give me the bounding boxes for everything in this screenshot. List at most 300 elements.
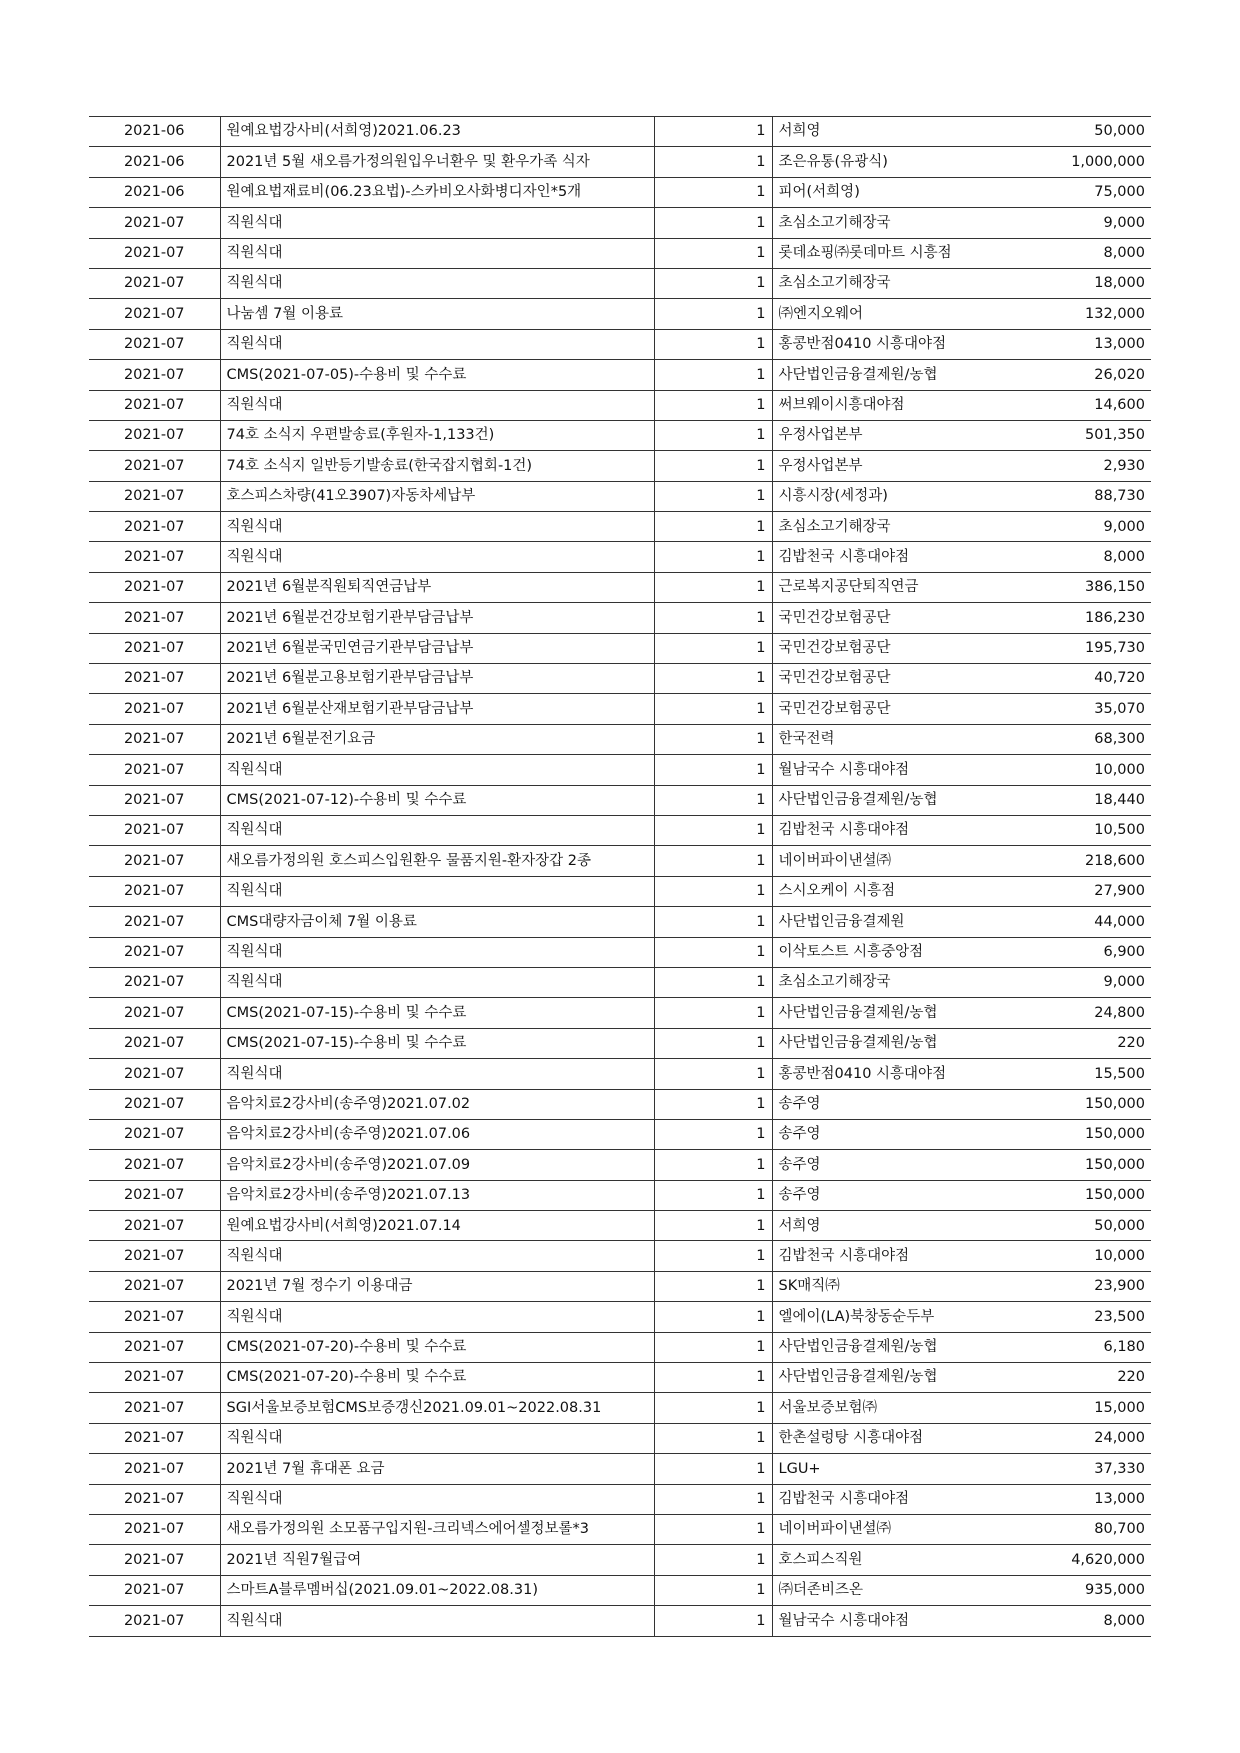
- table-row: [89, 1119, 1151, 1149]
- table-row: [89, 1332, 1151, 1362]
- amount-cell: 24,800: [983, 998, 1151, 1028]
- table-row: [89, 1423, 1151, 1453]
- date-cell: 2021-07: [89, 268, 220, 298]
- amount-cell: 195,730: [983, 633, 1151, 663]
- vendor-cell: 사단법인금융결제원/농협: [772, 998, 983, 1028]
- amount-cell: 8,000: [983, 1606, 1151, 1636]
- date-cell: 2021-07: [89, 1180, 220, 1210]
- amount-cell: 150,000: [983, 1150, 1151, 1180]
- table-row: [89, 1363, 1151, 1393]
- description-cell: 스마트A블루멤버십(2021.09.01~2022.08.31): [220, 1575, 654, 1605]
- amount-cell: 218,600: [983, 846, 1151, 876]
- vendor-cell: 근로복지공단퇴직연금: [772, 572, 983, 602]
- date-cell: 2021-06: [89, 177, 220, 207]
- amount-cell: 27,900: [983, 876, 1151, 906]
- description-cell: 2021년 6월분직원퇴직연금납부: [220, 572, 654, 602]
- date-cell: 2021-07: [89, 1606, 220, 1636]
- vendor-cell: 한국전력: [772, 724, 983, 754]
- amount-cell: 9,000: [983, 512, 1151, 542]
- amount-cell: 10,000: [983, 755, 1151, 785]
- amount-cell: 23,900: [983, 1271, 1151, 1301]
- vendor-cell: 초심소고기해장국: [772, 208, 983, 238]
- description-cell: 74호 소식지 일반등기발송료(한국잡지협회-1건): [220, 451, 654, 481]
- table-row: [89, 1575, 1151, 1605]
- vendor-cell: 송주영: [772, 1150, 983, 1180]
- amount-cell: 13,000: [983, 1484, 1151, 1514]
- date-cell: 2021-07: [89, 299, 220, 329]
- amount-cell: 80,700: [983, 1514, 1151, 1544]
- quantity-cell: 1: [654, 1545, 772, 1575]
- description-cell: CMS(2021-07-15)-수용비 및 수수료: [220, 1028, 654, 1058]
- date-cell: 2021-07: [89, 542, 220, 572]
- amount-cell: 18,000: [983, 268, 1151, 298]
- date-cell: 2021-07: [89, 208, 220, 238]
- quantity-cell: 1: [654, 1514, 772, 1544]
- amount-cell: 68,300: [983, 724, 1151, 754]
- table-row: [89, 1484, 1151, 1514]
- amount-cell: 50,000: [983, 1211, 1151, 1241]
- quantity-cell: 1: [654, 1454, 772, 1484]
- date-cell: 2021-07: [89, 967, 220, 997]
- table-row: [89, 785, 1151, 815]
- vendor-cell: 국민건강보험공단: [772, 664, 983, 694]
- vendor-cell: 서울보증보험㈜: [772, 1393, 983, 1423]
- quantity-cell: 1: [654, 481, 772, 511]
- quantity-cell: 1: [654, 755, 772, 785]
- date-cell: 2021-07: [89, 329, 220, 359]
- vendor-cell: 사단법인금융결제원/농협: [772, 785, 983, 815]
- description-cell: 2021년 7월 정수기 이용대금: [220, 1271, 654, 1301]
- vendor-cell: 홍콩반점0410 시흥대야점: [772, 1059, 983, 1089]
- description-cell: 직원식대: [220, 1241, 654, 1271]
- date-cell: 2021-07: [89, 876, 220, 906]
- date-cell: 2021-07: [89, 1059, 220, 1089]
- date-cell: 2021-07: [89, 724, 220, 754]
- amount-cell: 8,000: [983, 238, 1151, 268]
- description-cell: 직원식대: [220, 967, 654, 997]
- date-cell: 2021-07: [89, 1119, 220, 1149]
- table-row: [89, 1089, 1151, 1119]
- date-cell: 2021-07: [89, 451, 220, 481]
- vendor-cell: 송주영: [772, 1089, 983, 1119]
- date-cell: 2021-07: [89, 633, 220, 663]
- quantity-cell: 1: [654, 785, 772, 815]
- quantity-cell: 1: [654, 208, 772, 238]
- date-cell: 2021-07: [89, 1363, 220, 1393]
- amount-cell: 10,500: [983, 815, 1151, 845]
- description-cell: CMS(2021-07-20)-수용비 및 수수료: [220, 1363, 654, 1393]
- amount-cell: 14,600: [983, 390, 1151, 420]
- vendor-cell: 초심소고기해장국: [772, 512, 983, 542]
- table-row: [89, 815, 1151, 845]
- ledger-body: [89, 117, 1151, 1637]
- table-row: [89, 238, 1151, 268]
- table-row: [89, 1180, 1151, 1210]
- description-cell: 직원식대: [220, 329, 654, 359]
- date-cell: 2021-07: [89, 1575, 220, 1605]
- table-row: [89, 1271, 1151, 1301]
- amount-cell: 8,000: [983, 542, 1151, 572]
- vendor-cell: 사단법인금융결제원: [772, 907, 983, 937]
- quantity-cell: 1: [654, 1575, 772, 1605]
- table-row: [89, 1059, 1151, 1089]
- description-cell: 2021년 5월 새오름가정의원입우너환우 및 환우가족 식자: [220, 147, 654, 177]
- amount-cell: 150,000: [983, 1119, 1151, 1149]
- vendor-cell: 김밥천국 시흥대야점: [772, 1484, 983, 1514]
- quantity-cell: 1: [654, 299, 772, 329]
- description-cell: 2021년 6월분건강보험기관부담금납부: [220, 603, 654, 633]
- quantity-cell: 1: [654, 1484, 772, 1514]
- description-cell: 직원식대: [220, 937, 654, 967]
- table-row: [89, 724, 1151, 754]
- date-cell: 2021-07: [89, 603, 220, 633]
- table-row: [89, 542, 1151, 572]
- amount-cell: 26,020: [983, 360, 1151, 390]
- description-cell: 직원식대: [220, 208, 654, 238]
- description-cell: 직원식대: [220, 1606, 654, 1636]
- amount-cell: 50,000: [983, 117, 1151, 147]
- amount-cell: 75,000: [983, 177, 1151, 207]
- amount-cell: 132,000: [983, 299, 1151, 329]
- description-cell: CMS대량자금이체 7월 이용료: [220, 907, 654, 937]
- description-cell: 직원식대: [220, 876, 654, 906]
- amount-cell: 15,000: [983, 1393, 1151, 1423]
- description-cell: 직원식대: [220, 815, 654, 845]
- table-row: [89, 1606, 1151, 1636]
- amount-cell: 24,000: [983, 1423, 1151, 1453]
- amount-cell: 186,230: [983, 603, 1151, 633]
- date-cell: 2021-07: [89, 785, 220, 815]
- vendor-cell: 초심소고기해장국: [772, 967, 983, 997]
- amount-cell: 23,500: [983, 1302, 1151, 1332]
- date-cell: 2021-07: [89, 1514, 220, 1544]
- description-cell: CMS(2021-07-05)-수용비 및 수수료: [220, 360, 654, 390]
- quantity-cell: 1: [654, 512, 772, 542]
- quantity-cell: 1: [654, 603, 772, 633]
- description-cell: 호스피스차량(41오3907)자동차세납부: [220, 481, 654, 511]
- quantity-cell: 1: [654, 998, 772, 1028]
- description-cell: 직원식대: [220, 390, 654, 420]
- quantity-cell: 1: [654, 1119, 772, 1149]
- vendor-cell: 스시오케이 시흥점: [772, 876, 983, 906]
- quantity-cell: 1: [654, 1089, 772, 1119]
- vendor-cell: 초심소고기해장국: [772, 268, 983, 298]
- description-cell: 나눔셈 7월 이용료: [220, 299, 654, 329]
- description-cell: 새오름가정의원 호스피스입원환우 물품지원-환자장갑 2종: [220, 846, 654, 876]
- vendor-cell: 피어(서희영): [772, 177, 983, 207]
- vendor-cell: ㈜더존비즈온: [772, 1575, 983, 1605]
- table-row: [89, 512, 1151, 542]
- description-cell: 직원식대: [220, 1302, 654, 1332]
- date-cell: 2021-07: [89, 1028, 220, 1058]
- description-cell: 직원식대: [220, 512, 654, 542]
- date-cell: 2021-07: [89, 846, 220, 876]
- amount-cell: 9,000: [983, 208, 1151, 238]
- vendor-cell: ㈜엔지오웨어: [772, 299, 983, 329]
- date-cell: 2021-07: [89, 1332, 220, 1362]
- table-row: [89, 967, 1151, 997]
- quantity-cell: 1: [654, 876, 772, 906]
- amount-cell: 18,440: [983, 785, 1151, 815]
- vendor-cell: LGU+: [772, 1454, 983, 1484]
- date-cell: 2021-07: [89, 1271, 220, 1301]
- date-cell: 2021-07: [89, 937, 220, 967]
- quantity-cell: 1: [654, 268, 772, 298]
- table-row: [89, 1211, 1151, 1241]
- amount-cell: 10,000: [983, 1241, 1151, 1271]
- description-cell: 음악치료2강사비(송주영)2021.07.09: [220, 1150, 654, 1180]
- amount-cell: 935,000: [983, 1575, 1151, 1605]
- quantity-cell: 1: [654, 937, 772, 967]
- quantity-cell: 1: [654, 1606, 772, 1636]
- table-row: [89, 1241, 1151, 1271]
- quantity-cell: 1: [654, 1302, 772, 1332]
- quantity-cell: 1: [654, 1393, 772, 1423]
- amount-cell: 13,000: [983, 329, 1151, 359]
- table-row: [89, 177, 1151, 207]
- date-cell: 2021-06: [89, 117, 220, 147]
- vendor-cell: SK매직㈜: [772, 1271, 983, 1301]
- quantity-cell: 1: [654, 177, 772, 207]
- table-row: [89, 876, 1151, 906]
- quantity-cell: 1: [654, 1211, 772, 1241]
- amount-cell: 220: [983, 1028, 1151, 1058]
- description-cell: 원예요법재료비(06.23요법)-스카비오사화병디자인*5개: [220, 177, 654, 207]
- amount-cell: 6,180: [983, 1332, 1151, 1362]
- table-row: [89, 1028, 1151, 1058]
- date-cell: 2021-07: [89, 664, 220, 694]
- description-cell: 직원식대: [220, 755, 654, 785]
- table-row: [89, 390, 1151, 420]
- vendor-cell: 사단법인금융결제원/농협: [772, 1028, 983, 1058]
- quantity-cell: 1: [654, 451, 772, 481]
- table-row: [89, 1545, 1151, 1575]
- quantity-cell: 1: [654, 1180, 772, 1210]
- description-cell: 원예요법강사비(서희영)2021.06.23: [220, 117, 654, 147]
- description-cell: 음악치료2강사비(송주영)2021.07.02: [220, 1089, 654, 1119]
- table-row: [89, 1393, 1151, 1423]
- amount-cell: 35,070: [983, 694, 1151, 724]
- amount-cell: 44,000: [983, 907, 1151, 937]
- date-cell: 2021-06: [89, 147, 220, 177]
- vendor-cell: 엘에이(LA)북창동순두부: [772, 1302, 983, 1332]
- quantity-cell: 1: [654, 572, 772, 602]
- date-cell: 2021-07: [89, 815, 220, 845]
- description-cell: 직원식대: [220, 1423, 654, 1453]
- date-cell: 2021-07: [89, 420, 220, 450]
- vendor-cell: 시흥시장(세정과): [772, 481, 983, 511]
- description-cell: 새오름가정의원 소모품구입지원-크리넥스에어셀정보롤*3: [220, 1514, 654, 1544]
- date-cell: 2021-07: [89, 755, 220, 785]
- date-cell: 2021-07: [89, 694, 220, 724]
- table-row: [89, 481, 1151, 511]
- quantity-cell: 1: [654, 1423, 772, 1453]
- description-cell: 음악치료2강사비(송주영)2021.07.13: [220, 1180, 654, 1210]
- date-cell: 2021-07: [89, 1545, 220, 1575]
- vendor-cell: 호스피스직원: [772, 1545, 983, 1575]
- date-cell: 2021-07: [89, 1211, 220, 1241]
- table-row: [89, 1302, 1151, 1332]
- quantity-cell: 1: [654, 1332, 772, 1362]
- quantity-cell: 1: [654, 1363, 772, 1393]
- vendor-cell: 사단법인금융결제원/농협: [772, 1363, 983, 1393]
- amount-cell: 150,000: [983, 1180, 1151, 1210]
- description-cell: CMS(2021-07-12)-수용비 및 수수료: [220, 785, 654, 815]
- table-row: [89, 846, 1151, 876]
- amount-cell: 1,000,000: [983, 147, 1151, 177]
- table-row: [89, 664, 1151, 694]
- description-cell: CMS(2021-07-15)-수용비 및 수수료: [220, 998, 654, 1028]
- date-cell: 2021-07: [89, 1423, 220, 1453]
- vendor-cell: 롯데쇼핑㈜롯데마트 시흥점: [772, 238, 983, 268]
- vendor-cell: 한촌설렁탕 시흥대야점: [772, 1423, 983, 1453]
- date-cell: 2021-07: [89, 512, 220, 542]
- quantity-cell: 1: [654, 329, 772, 359]
- vendor-cell: 월남국수 시흥대야점: [772, 755, 983, 785]
- table-row: [89, 694, 1151, 724]
- vendor-cell: 김밥천국 시흥대야점: [772, 815, 983, 845]
- vendor-cell: 써브웨이시흥대야점: [772, 390, 983, 420]
- table-row: [89, 147, 1151, 177]
- date-cell: 2021-07: [89, 1089, 220, 1119]
- table-row: [89, 451, 1151, 481]
- amount-cell: 6,900: [983, 937, 1151, 967]
- date-cell: 2021-07: [89, 360, 220, 390]
- description-cell: 직원식대: [220, 1484, 654, 1514]
- vendor-cell: 우정사업본부: [772, 451, 983, 481]
- description-cell: 2021년 6월분산재보험기관부담금납부: [220, 694, 654, 724]
- amount-cell: 150,000: [983, 1089, 1151, 1119]
- quantity-cell: 1: [654, 967, 772, 997]
- quantity-cell: 1: [654, 238, 772, 268]
- table-row: [89, 117, 1151, 147]
- amount-cell: 386,150: [983, 572, 1151, 602]
- vendor-cell: 월남국수 시흥대야점: [772, 1606, 983, 1636]
- date-cell: 2021-07: [89, 1454, 220, 1484]
- table-row: [89, 360, 1151, 390]
- expense-ledger-table: [89, 116, 1151, 1637]
- description-cell: SGI서울보증보험CMS보증갱신2021.09.01~2022.08.31: [220, 1393, 654, 1423]
- description-cell: 2021년 6월분고용보험기관부담금납부: [220, 664, 654, 694]
- table-row: [89, 208, 1151, 238]
- table-row: [89, 299, 1151, 329]
- vendor-cell: 서희영: [772, 117, 983, 147]
- amount-cell: 501,350: [983, 420, 1151, 450]
- quantity-cell: 1: [654, 390, 772, 420]
- vendor-cell: 이삭토스트 시흥중앙점: [772, 937, 983, 967]
- quantity-cell: 1: [654, 420, 772, 450]
- vendor-cell: 김밥천국 시흥대야점: [772, 542, 983, 572]
- amount-cell: 220: [983, 1363, 1151, 1393]
- description-cell: 2021년 6월분전기요금: [220, 724, 654, 754]
- table-row: [89, 998, 1151, 1028]
- table-row: [89, 420, 1151, 450]
- amount-cell: 88,730: [983, 481, 1151, 511]
- quantity-cell: 1: [654, 542, 772, 572]
- vendor-cell: 송주영: [772, 1180, 983, 1210]
- vendor-cell: 국민건강보험공단: [772, 694, 983, 724]
- date-cell: 2021-07: [89, 1150, 220, 1180]
- amount-cell: 2,930: [983, 451, 1151, 481]
- quantity-cell: 1: [654, 1150, 772, 1180]
- description-cell: CMS(2021-07-20)-수용비 및 수수료: [220, 1332, 654, 1362]
- vendor-cell: 홍콩반점0410 시흥대야점: [772, 329, 983, 359]
- description-cell: 직원식대: [220, 268, 654, 298]
- date-cell: 2021-07: [89, 1241, 220, 1271]
- date-cell: 2021-07: [89, 1302, 220, 1332]
- vendor-cell: 서희영: [772, 1211, 983, 1241]
- table-row: [89, 755, 1151, 785]
- date-cell: 2021-07: [89, 238, 220, 268]
- table-row: [89, 603, 1151, 633]
- quantity-cell: 1: [654, 694, 772, 724]
- description-cell: 2021년 직원7월급여: [220, 1545, 654, 1575]
- quantity-cell: 1: [654, 815, 772, 845]
- table-row: [89, 1514, 1151, 1544]
- amount-cell: 4,620,000: [983, 1545, 1151, 1575]
- quantity-cell: 1: [654, 846, 772, 876]
- date-cell: 2021-07: [89, 1484, 220, 1514]
- quantity-cell: 1: [654, 633, 772, 663]
- table-row: [89, 329, 1151, 359]
- date-cell: 2021-07: [89, 390, 220, 420]
- description-cell: 음악치료2강사비(송주영)2021.07.06: [220, 1119, 654, 1149]
- quantity-cell: 1: [654, 907, 772, 937]
- quantity-cell: 1: [654, 724, 772, 754]
- quantity-cell: 1: [654, 147, 772, 177]
- vendor-cell: 국민건강보험공단: [772, 603, 983, 633]
- vendor-cell: 사단법인금융결제원/농협: [772, 1332, 983, 1362]
- date-cell: 2021-07: [89, 572, 220, 602]
- description-cell: 직원식대: [220, 1059, 654, 1089]
- quantity-cell: 1: [654, 117, 772, 147]
- vendor-cell: 사단법인금융결제원/농협: [772, 360, 983, 390]
- vendor-cell: 김밥천국 시흥대야점: [772, 1241, 983, 1271]
- date-cell: 2021-07: [89, 1393, 220, 1423]
- description-cell: 직원식대: [220, 542, 654, 572]
- description-cell: 74호 소식지 우편발송료(후원자-1,133건): [220, 420, 654, 450]
- description-cell: 2021년 7월 휴대폰 요금: [220, 1454, 654, 1484]
- quantity-cell: 1: [654, 664, 772, 694]
- quantity-cell: 1: [654, 1028, 772, 1058]
- amount-cell: 9,000: [983, 967, 1151, 997]
- description-cell: 직원식대: [220, 238, 654, 268]
- date-cell: 2021-07: [89, 907, 220, 937]
- table-row: [89, 633, 1151, 663]
- vendor-cell: 우정사업본부: [772, 420, 983, 450]
- description-cell: 원예요법강사비(서희영)2021.07.14: [220, 1211, 654, 1241]
- amount-cell: 15,500: [983, 1059, 1151, 1089]
- quantity-cell: 1: [654, 1271, 772, 1301]
- table-row: [89, 1150, 1151, 1180]
- quantity-cell: 1: [654, 1241, 772, 1271]
- description-cell: 2021년 6월분국민연금기관부담금납부: [220, 633, 654, 663]
- vendor-cell: 송주영: [772, 1119, 983, 1149]
- table-row: [89, 907, 1151, 937]
- amount-cell: 40,720: [983, 664, 1151, 694]
- table-row: [89, 268, 1151, 298]
- vendor-cell: 네이버파이낸셜㈜: [772, 1514, 983, 1544]
- table-row: [89, 1454, 1151, 1484]
- vendor-cell: 네이버파이낸셜㈜: [772, 846, 983, 876]
- date-cell: 2021-07: [89, 998, 220, 1028]
- vendor-cell: 조은유통(유광식): [772, 147, 983, 177]
- quantity-cell: 1: [654, 360, 772, 390]
- quantity-cell: 1: [654, 1059, 772, 1089]
- table-row: [89, 572, 1151, 602]
- date-cell: 2021-07: [89, 481, 220, 511]
- amount-cell: 37,330: [983, 1454, 1151, 1484]
